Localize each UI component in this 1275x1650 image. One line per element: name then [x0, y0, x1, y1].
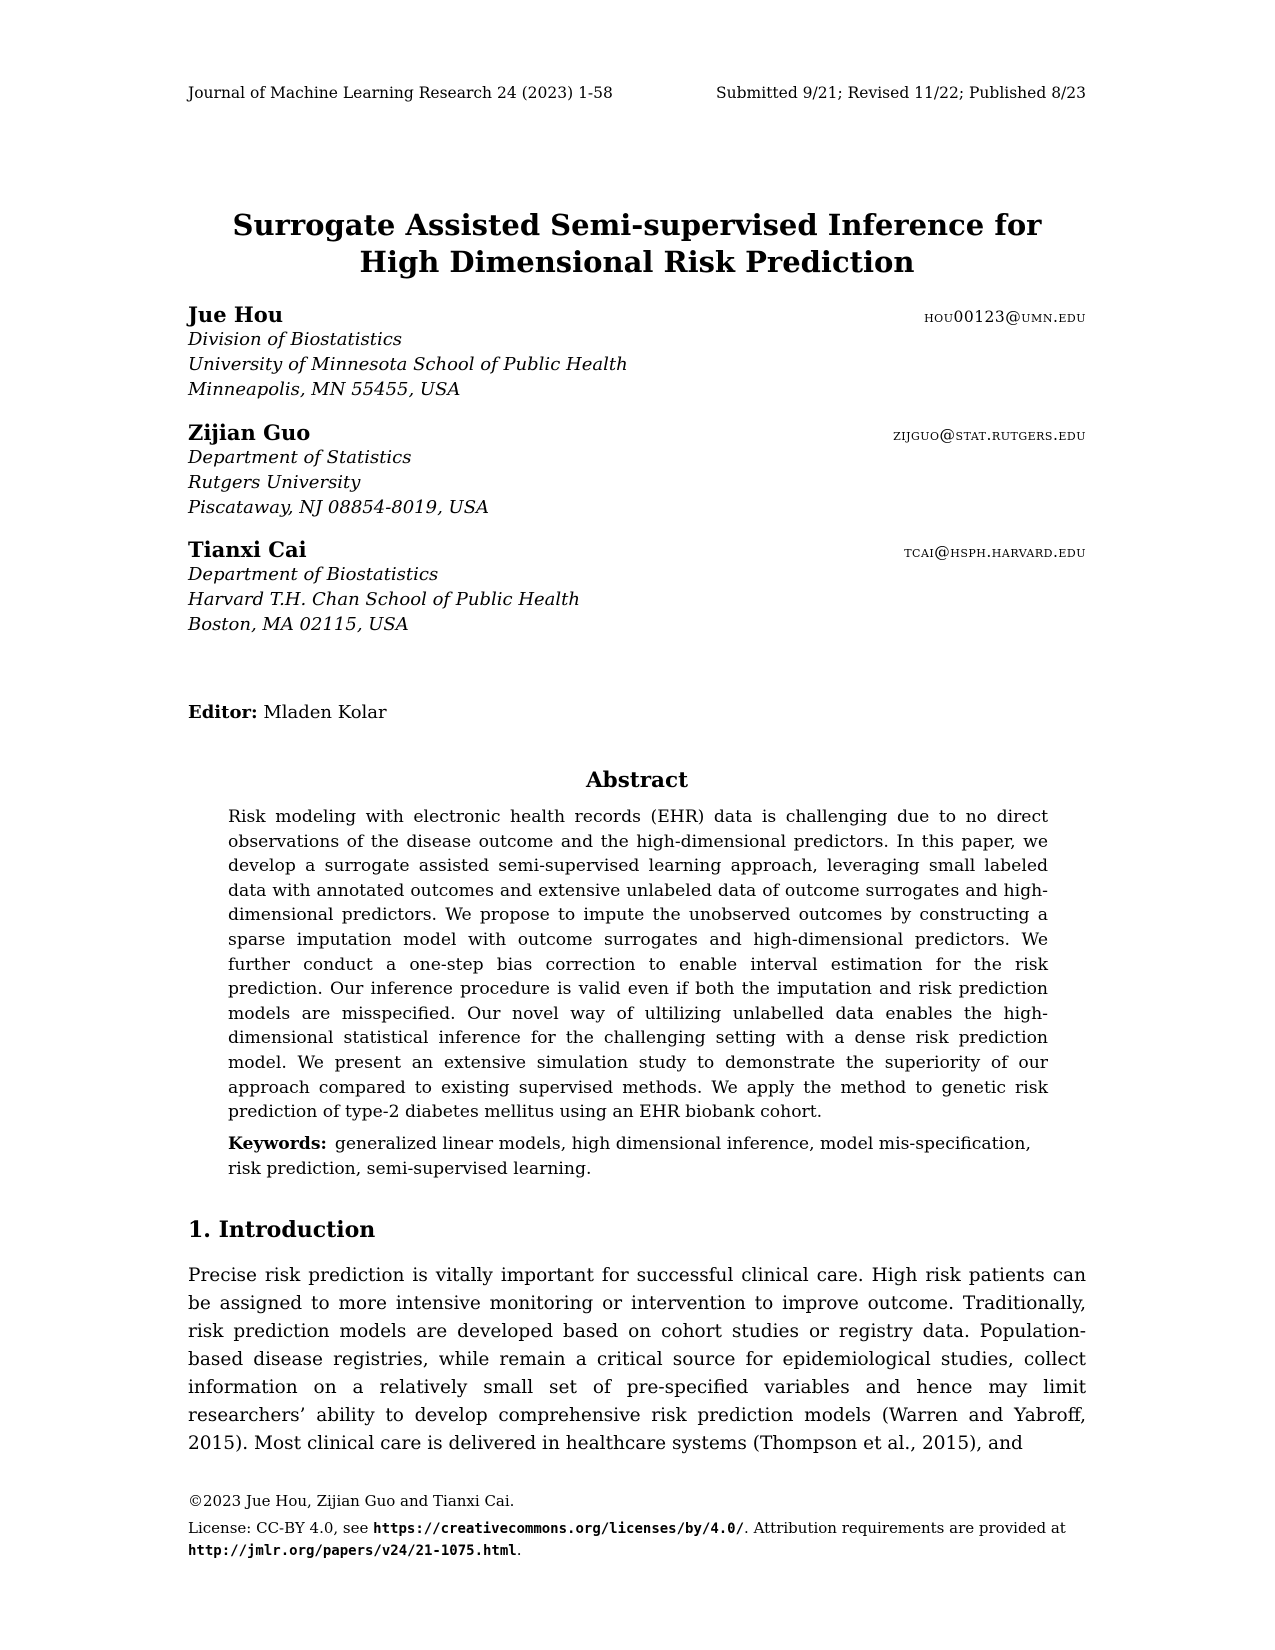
license-end: . — [516, 1541, 522, 1559]
keywords-list: generalized linear models, high dimensional inference, model mis-specification, risk prediction, semi-supervised learning. — [228, 1134, 1031, 1179]
author-block — [188, 537, 1086, 637]
keywords — [228, 1132, 1048, 1181]
author-affiliation: Boston, MA 02115, USA — [188, 614, 409, 635]
author-affiliation: Rutgers University — [188, 472, 361, 493]
author-affiliation: Piscataway, NJ 08854-8019, USA — [188, 497, 490, 518]
editor-name: Mladen Kolar — [263, 702, 387, 723]
author-affiliation: Harvard T.H. Chan School of Public Health — [188, 589, 581, 610]
page-footer — [188, 1492, 1086, 1562]
author-name: Tianxi Cai — [188, 537, 307, 562]
author-affiliation: University of Minnesota School of Public Health — [188, 354, 628, 375]
keywords-label: Keywords: — [228, 1134, 327, 1154]
author-block — [188, 302, 1086, 402]
abstract-heading: Abstract — [585, 768, 689, 793]
author-email[interactable]: hou00123@umn.edu — [924, 308, 1086, 326]
author-name: Jue Hou — [188, 302, 283, 327]
section-heading: 1. Introduction — [188, 1217, 376, 1243]
running-header — [188, 84, 1086, 102]
license-notice — [188, 1518, 1086, 1562]
introduction-text: Precise risk prediction is vitally important for successful clinical care. High risk patients can be assigned to more intensive monitoring or intervention to improve outcome. Traditionally, risk prediction models are developed based on cohort studies or registry data. Population-based disease registries, while remain a critical source for epidemiological studies, collect information on a relatively small set of pre-specified variables and hence may limit researchers’ ability to develop comprehensive risk prediction models (Warren and Yabroff, 2015). Most clinical care is delivered in healthcare systems (Thompson et al., 2015), and — [188, 1265, 1086, 1454]
author-block — [188, 420, 1086, 520]
author-affiliation: Minneapolis, MN 55455, USA — [188, 379, 461, 400]
abstract-text: Risk modeling with electronic health records (EHR) data is challenging due to no direct observations of the disease outcome and the high-dimensional predictors. In this paper, we develop a surrogate assisted semi-supervised learning approach, leveraging small labeled data with annotated outcomes and extensive unlabeled data of outcome surrogates and high-dimensional predictors. We propose to impute the unobserved outcomes by constructing a sparse imputation model with outcome surrogates and high-dimensional predictors. We further conduct a one-step bias correction to enable interval estimation for the risk prediction. Our inference procedure is valid even if both the imputation and risk prediction models are misspecified. Our novel way of ultilizing unlabelled data enables the high-dimensional statistical inference for the challenging setting with a dense risk prediction model. We present an extensive simulation study to demonstrate the superiority of our approach compared to existing supervised methods. We apply the method to genetic risk prediction of type-2 diabetes mellitus using an EHR biobank cohort. — [228, 807, 1048, 1123]
journal-info: Journal of Machine Learning Research 24 (2023) 1-58 — [188, 84, 613, 102]
editor-label: Editor: — [188, 702, 258, 723]
author-affiliation: Division of Biostatistics — [188, 329, 403, 350]
author-email[interactable]: zijguo@stat.rutgers.edu — [893, 426, 1086, 444]
author-name: Zijian Guo — [188, 420, 311, 445]
license-link[interactable]: https://creativecommons.org/licenses/by/4.0/ — [373, 1521, 745, 1537]
paper-link[interactable]: http://jmlr.org/papers/v24/21-1075.html — [188, 1543, 517, 1559]
author-affiliation: Department of Statistics — [188, 447, 412, 468]
license-mid: . Attribution requirements are provided at — [744, 1519, 1066, 1537]
editor-line — [188, 702, 387, 723]
copyright-notice: ©2023 Jue Hou, Zijian Guo and Tianxi Cai. — [188, 1492, 515, 1510]
license-prefix: License: CC-BY 4.0, see — [188, 1519, 369, 1537]
submission-dates: Submitted 9/21; Revised 11/22; Published 8/23 — [716, 84, 1086, 102]
paper-title: Surrogate Assisted Semi-supervised Inference for High Dimensional Risk Prediction — [232, 208, 1042, 279]
author-affiliation: Department of Biostatistics — [188, 564, 439, 585]
author-email[interactable]: tcai@hsph.harvard.edu — [904, 543, 1086, 561]
